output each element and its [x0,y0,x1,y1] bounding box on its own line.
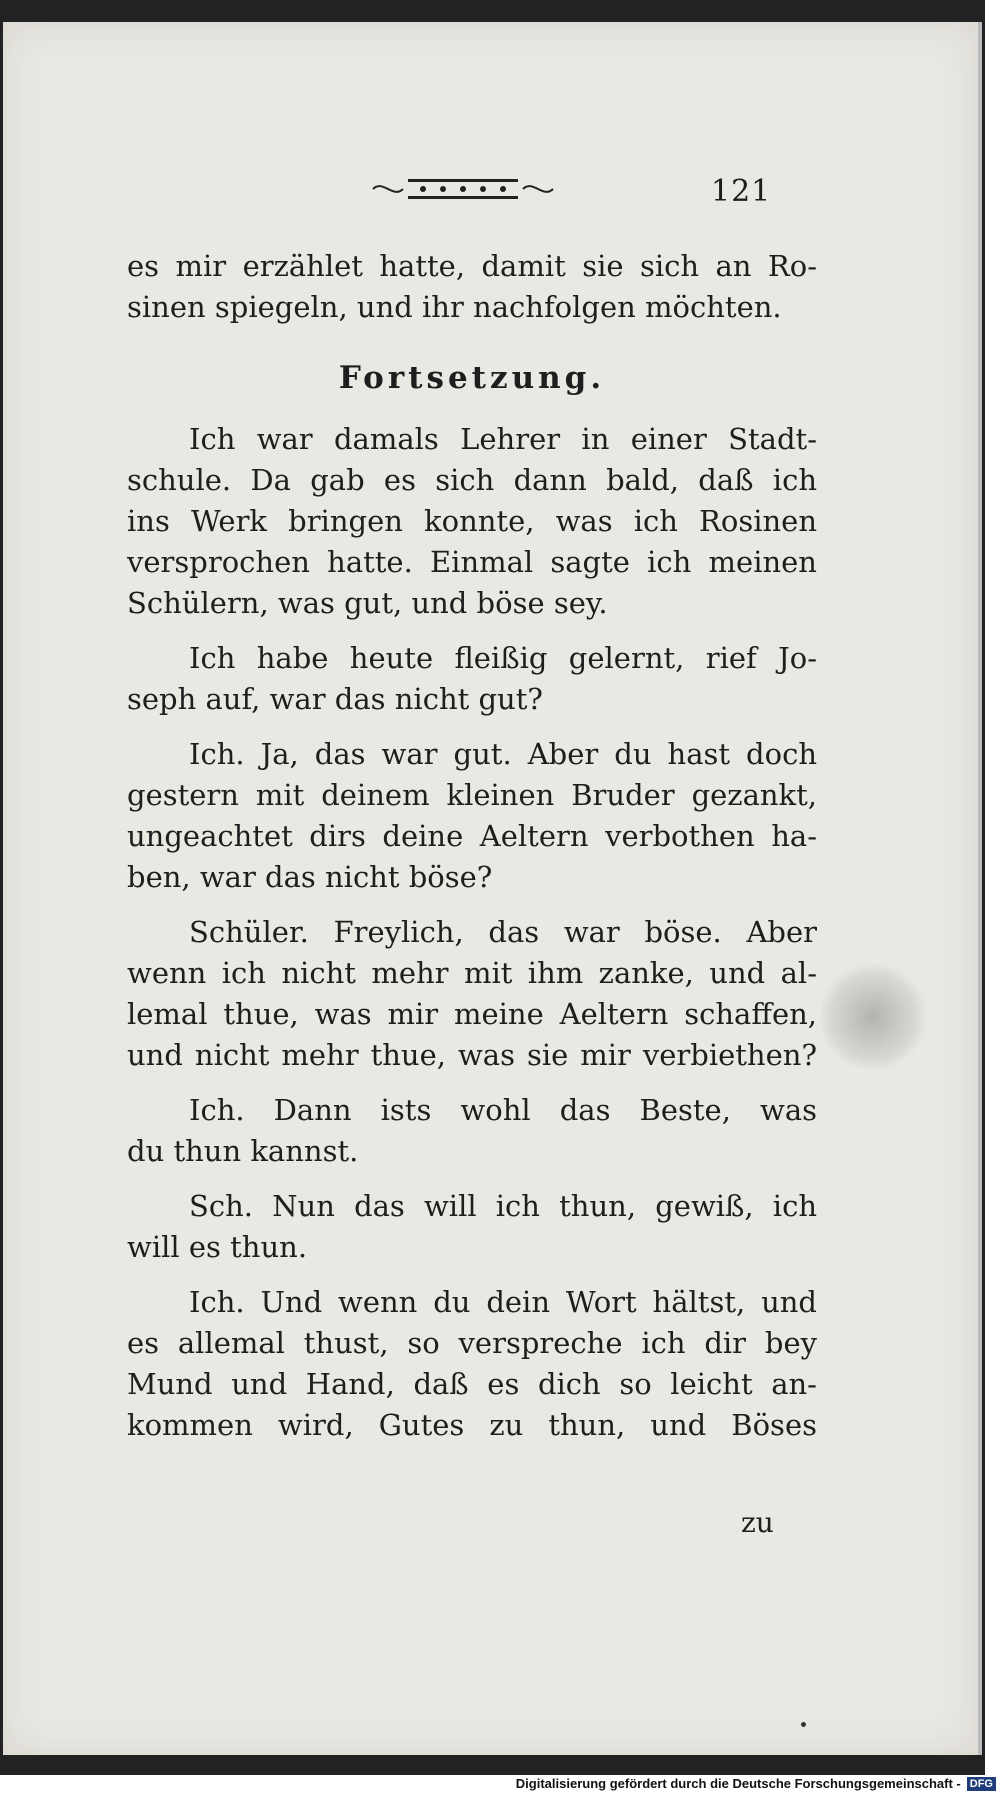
dfg-logo-icon: DFG [967,1777,996,1791]
text-line: Mund und Hand, daß es dich so leicht an- [127,1367,817,1401]
text-line: will es thun. [127,1230,308,1264]
text-line: und nicht mehr thue, was sie mir verbiethen? [127,1038,817,1072]
text-line: Sch. Nun das will ich thun, gewiß, ich [189,1189,817,1223]
text-line: du thun kannst. [127,1134,359,1168]
text-line: kommen wird, Gutes zu thun, und Böses [127,1408,817,1442]
text-line: es mir erzählet hatte, damit sie sich an Ro- [127,249,817,283]
book-page [3,22,982,1755]
page-body [127,246,817,1446]
text-line: Schülern, was gut, und böse sey. [127,586,608,620]
text-line: schule. Da gab es sich dann bald, daß ich [127,463,817,497]
text-line: ins Werk bringen konnte, was ich Rosinen [127,504,817,538]
text-line: versprochen hatte. Einmal sagte ich meinen [127,545,817,579]
text-line: Ich. Ja, das war gut. Aber du hast doch [189,737,817,771]
ornament-icon [368,174,558,204]
text-line: seph auf, war das nicht gut? [127,682,543,716]
digitization-credit [516,1776,996,1791]
text-line: Ich. Und wenn du dein Wort hältst, und [189,1285,817,1319]
text-line: ben, war das nicht böse? [127,860,493,894]
text-line: es allemal thust, so verspreche ich dir bey [127,1326,817,1360]
text-line: Ich war damals Lehrer in einer Stadt- [189,422,817,456]
text-line: sinen spiegeln, und ihr nachfolgen möchten. [127,290,782,324]
text-line: Ich. Dann ists wohl das Beste, was [189,1093,817,1127]
ink-dot [801,1722,806,1727]
credit-text: Digitalisierung gefördert durch die Deutsche Forschungsgemeinschaft - [515,1776,961,1791]
text-line: ungeachtet dirs deine Aeltern verbothen ha- [127,819,817,853]
text-line: Ich habe heute fleißig gelernt, rief Jo- [189,641,817,675]
text-line: lemal thue, was mir meine Aeltern schaffen, [127,997,817,1031]
page-number: 121 [711,174,772,209]
text-line: Schüler. Freylich, das war böse. Aber [189,915,817,949]
text-line: wenn ich nicht mehr mit ihm zanke, und al- [127,956,817,990]
text-line: gestern mit deinem kleinen Bruder gezankt, [127,778,817,812]
page-header [3,162,978,222]
section-heading: Fortsetzung. [338,360,606,396]
ink-smudge [818,962,928,1072]
catchword: zu [741,1506,774,1539]
